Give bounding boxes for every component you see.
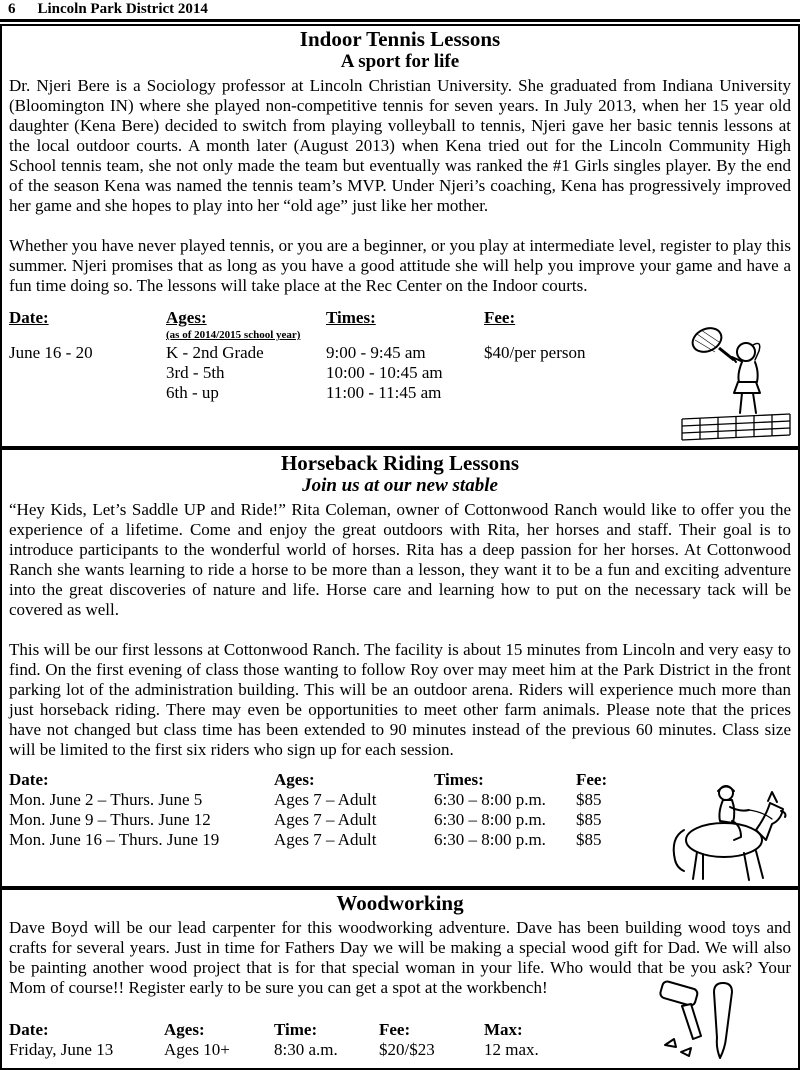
cell-time: 8:30 a.m. <box>274 1040 338 1059</box>
page-number: 6 <box>8 1 16 17</box>
tennis-schedule-table <box>9 308 791 403</box>
cell-ages: 6th - up <box>166 383 219 402</box>
cell-fee: $85 <box>576 830 602 849</box>
cell-date: Mon. June 2 – Thurs. June 5 <box>9 790 203 809</box>
masthead-rule <box>0 19 800 22</box>
cell-ages: 3rd - 5th <box>166 363 225 382</box>
page-masthead <box>0 0 800 19</box>
cell-ages: K - 2nd Grade <box>166 343 264 362</box>
cell-times: 9:00 - 9:45 am <box>326 343 426 362</box>
cell-date: Friday, June 13 <box>9 1040 114 1059</box>
col-header-times: Times: <box>326 308 376 327</box>
col-header-date: Date: <box>9 1020 49 1039</box>
col-header-fee: Fee: <box>484 308 516 327</box>
col-header-date: Date: <box>9 770 49 789</box>
woodworking-title: Woodworking <box>336 891 464 915</box>
cell-times: 6:30 – 8:00 p.m. <box>434 790 546 809</box>
woodworking-paragraph-1: Dave Boyd will be our lead carpenter for this woodworking adventure. Dave has been building wood toys and crafts for several years. Just in time for Fathers Day we will be making a special wood gift for Dad. We will also be painting another wood project that is for that special woman in your life. Who would that be you ask? Your Mom of course!! Register early to be sure you can get a spot at the workbench! <box>9 918 791 997</box>
col-header-max: Max: <box>484 1020 523 1039</box>
tennis-subtitle: A sport for life <box>340 51 460 72</box>
cell-times: 6:30 – 8:00 p.m. <box>434 810 546 829</box>
tennis-paragraph-1: Dr. Njeri Bere is a Sociology professor at Lincoln Christian University. She graduated from Indiana University (Bloomington IN) where she played non-competitive tennis for seven years. In July 2013, when her 15 year old daughter (Kena Bere) decided to switch from playing volleyball to tennis, Njeri gave her basic tennis lessons at the local outdoor courts. A month later (August 2013) when Kena tried out for the Lincoln Community High School tennis team, she not only made the team but eventually was ranked the #1 Girls singles player. By the end of the season Kena was named the tennis team’s MVP. Under Njeri’s coaching, Kena has progressively improved her game and she hopes to play into her “old age” just like her mother. <box>9 76 791 215</box>
col-header-fee: Fee: <box>379 1020 411 1039</box>
col-header-ages: Ages: <box>164 1020 205 1039</box>
cell-times: 6:30 – 8:00 p.m. <box>434 830 546 849</box>
cell-max: 12 max. <box>484 1040 539 1059</box>
cell-date: Mon. June 16 – Thurs. June 19 <box>9 830 220 849</box>
tennis-paragraph-2: Whether you have never played tennis, or you are a beginner, or you play at intermediate level, register to play this summer. Njeri promises that as long as you have a good attitude she will help you improve your game and have a fun time doing so. The lessons will take place at the Rec Center on the Indoor courts. <box>9 236 791 295</box>
col-header-ages: Ages: <box>166 308 207 327</box>
cell-date: Mon. June 9 – Thurs. June 12 <box>9 810 211 829</box>
col-header-time: Time: <box>274 1020 318 1039</box>
col-header-fee: Fee: <box>576 770 608 789</box>
col-header-date: Date: <box>9 308 49 327</box>
woodworking-tools-clipart <box>655 979 750 1064</box>
cell-fee: $85 <box>576 810 602 829</box>
cell-fee: $20/$23 <box>379 1040 435 1059</box>
cell-ages: Ages 7 – Adult <box>274 790 377 809</box>
cell-ages: Ages 7 – Adult <box>274 830 377 849</box>
spacer-cell <box>9 328 166 343</box>
cell-date <box>9 383 166 403</box>
cell-times: 10:00 - 10:45 am <box>326 363 443 382</box>
horseback-paragraph-1: “Hey Kids, Let’s Saddle UP and Ride!” Rita Coleman, owner of Cottonwood Ranch would like to offer you the experience of a lifetime. Come and enjoy the great outdoors with Rita, her horses and staff. Their goal is to introduce participants to the wonderful world of horses. Rita has a deep passion for her horses. At Cottonwood Ranch she wants learning to ride a horse to be more than a lesson, they want it to be a fun and exciting adventure into the great discoveries of nature and life. Horse care and learning how to put on the necessary tack will be covered as well. <box>9 500 791 619</box>
horseback-rider-clipart <box>664 768 794 884</box>
masthead-title: Lincoln Park District 2014 <box>37 1 208 17</box>
horseback-title: Horseback Riding Lessons <box>280 451 520 475</box>
cell-date: June 16 - 20 <box>9 343 93 362</box>
section-woodworking <box>0 888 800 1070</box>
section-horseback-riding <box>0 448 800 888</box>
cell-fee: $40/per person <box>484 343 586 362</box>
cell-ages: Ages 10+ <box>164 1040 230 1059</box>
col-header-ages: Ages: <box>274 770 315 789</box>
spacer-cell <box>326 328 484 343</box>
cell-ages: Ages 7 – Adult <box>274 810 377 829</box>
cell-date <box>9 363 166 383</box>
ages-note: (as of 2014/2015 school year) <box>166 329 301 341</box>
col-header-times: Times: <box>434 770 484 789</box>
cell-fee: $85 <box>576 790 602 809</box>
tennis-title: Indoor Tennis Lessons <box>299 27 501 51</box>
section-indoor-tennis <box>0 24 800 448</box>
cell-times: 11:00 - 11:45 am <box>326 383 442 402</box>
horseback-paragraph-2: This will be our first lessons at Cottonwood Ranch. The facility is about 15 minutes from Lincoln and very easy to find. On the first evening of class those wanting to follow Roy over may meet him at the Park District in the front parking lot of the administration building. This will be an outdoor arena. Riders will experience much more than just horseback riding. There may even be opportunities to meet other farm animals. Please note that the prices have not changed but class time has been extended to 90 minutes instead of the previous 60 minutes. Class size will be limited to the first six riders who sign up for each session. <box>9 640 791 759</box>
horseback-subtitle: Join us at our new stable <box>302 475 498 496</box>
tennis-player-clipart <box>680 324 792 442</box>
